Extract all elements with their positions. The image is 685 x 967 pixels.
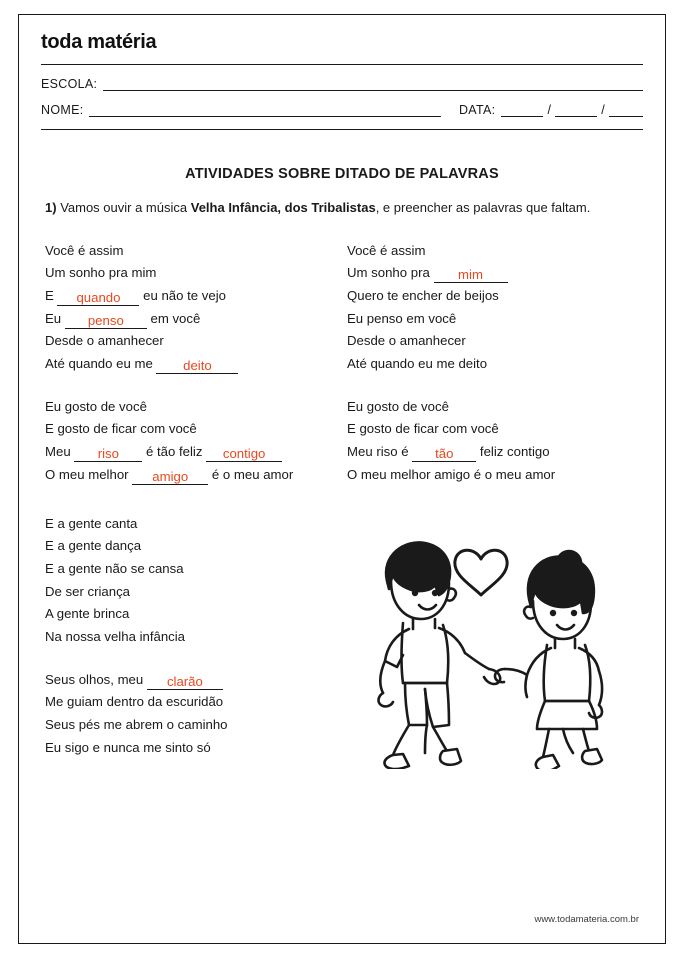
data-label: DATA: xyxy=(458,103,496,117)
lyric-line xyxy=(347,262,639,285)
lyric-line: Até quando eu me deito xyxy=(347,356,488,372)
lyric-line: Um sonho pra mim xyxy=(45,265,157,281)
lyric-line xyxy=(45,285,337,308)
lyric-line: Eu penso em você xyxy=(347,310,457,326)
lyric-text: Meu xyxy=(45,444,71,460)
lyric-line: Seus pés me abrem o caminho xyxy=(45,717,228,733)
lyric-line: Na nossa velha infância xyxy=(45,629,186,645)
instruction-text xyxy=(45,198,639,218)
answer-blank-clarao[interactable]: clarão xyxy=(147,674,223,690)
illustration-area xyxy=(342,513,639,780)
question-number: 1) xyxy=(45,200,57,215)
lyric-line: O meu melhor amigo é o meu amor xyxy=(347,466,556,482)
lyric-line: E gosto de ficar com você xyxy=(347,421,499,437)
data-field-group xyxy=(459,103,643,117)
lyric-line: E a gente canta xyxy=(45,515,138,531)
lyrics-columns xyxy=(45,240,639,507)
lyric-line: Eu gosto de você xyxy=(45,398,147,414)
lyric-line: Desde o amanhecer xyxy=(347,333,466,349)
lyric-line: Você é assim xyxy=(347,242,426,258)
lyric-text: O meu melhor xyxy=(45,466,129,482)
brand-logo: toda matéria xyxy=(41,31,157,53)
lyrics-column-left xyxy=(45,240,337,507)
lyric-line: E a gente não se cansa xyxy=(45,560,184,576)
footer-url: www.todamateria.com.br xyxy=(534,914,639,925)
right-stanza-2 xyxy=(347,396,639,487)
lyric-line: Desde o amanhecer xyxy=(45,333,164,349)
answer-blank-deito[interactable]: deito xyxy=(156,358,238,374)
answer-blank-riso[interactable]: riso xyxy=(74,446,142,462)
lyric-line xyxy=(45,308,337,331)
nome-data-field-row xyxy=(41,103,643,117)
lyric-line xyxy=(45,353,337,376)
lyric-text: Eu xyxy=(45,310,62,326)
lyric-line: Você é assim xyxy=(45,242,124,258)
instruction-song-title: Velha Infância, dos Tribalistas xyxy=(190,200,376,215)
worksheet-content xyxy=(19,130,665,780)
lyric-line: Quero te encher de beijos xyxy=(347,287,499,303)
answer-blank-contigo[interactable]: contigo xyxy=(206,446,282,462)
left-stanza-2 xyxy=(45,396,337,487)
worksheet-header xyxy=(19,15,665,130)
lyrics-lower-left xyxy=(45,513,342,780)
lyric-line: Eu gosto de você xyxy=(347,398,449,414)
lyric-text: eu não te vejo xyxy=(143,287,226,303)
lyric-text: feliz contigo xyxy=(479,444,550,460)
left-stanza-1 xyxy=(45,240,337,376)
two-children-with-heart-icon xyxy=(331,519,631,769)
lyric-text: Um sonho pra xyxy=(347,265,430,281)
lower-stanza-4 xyxy=(45,669,342,760)
instruction-part-1: Vamos ouvir a música xyxy=(60,200,188,215)
data-month-line[interactable] xyxy=(555,104,597,117)
lyric-text: Seus olhos, meu xyxy=(45,671,144,687)
lyric-text: E xyxy=(45,287,54,303)
data-slash-2: / xyxy=(601,103,605,117)
data-day-line[interactable] xyxy=(501,104,543,117)
lyric-line: Me guiam dentro da escuridão xyxy=(45,694,224,710)
data-year-line[interactable] xyxy=(609,104,643,117)
lyric-text: Meu riso é xyxy=(347,444,409,460)
answer-blank-quando[interactable]: quando xyxy=(57,290,139,306)
nome-input-line[interactable] xyxy=(89,104,440,117)
lyrics-column-right xyxy=(337,240,639,507)
lyric-line: E gosto de ficar com você xyxy=(45,421,197,437)
data-slash-1: / xyxy=(547,103,552,117)
instruction-part-2: , e preencher as palavras que faltam. xyxy=(375,200,591,215)
answer-blank-penso[interactable]: penso xyxy=(65,313,147,329)
escola-label: ESCOLA: xyxy=(41,77,98,91)
nome-label: NOME: xyxy=(41,103,84,117)
lyric-line xyxy=(45,464,337,487)
lower-section xyxy=(45,513,639,780)
escola-field-row xyxy=(41,77,643,91)
lyric-line: Eu sigo e nunca me sinto só xyxy=(45,739,211,755)
right-stanza-1 xyxy=(347,240,639,376)
lyric-line: De ser criança xyxy=(45,583,131,599)
lyric-text: é tão feliz xyxy=(146,444,203,460)
lower-stanza-3 xyxy=(45,513,342,649)
answer-blank-mim[interactable]: mim xyxy=(434,267,508,283)
lyric-line xyxy=(45,441,337,464)
worksheet-page xyxy=(18,14,666,944)
lyric-text: em você xyxy=(150,310,201,326)
lyric-line: A gente brinca xyxy=(45,606,130,622)
answer-blank-amigo[interactable]: amigo xyxy=(132,469,208,485)
lyric-line xyxy=(347,441,639,464)
answer-blank-tao[interactable]: tão xyxy=(412,446,476,462)
lyric-line: E a gente dança xyxy=(45,538,142,554)
lyric-text: é o meu amor xyxy=(211,466,294,482)
page-title: ATIVIDADES SOBRE DITADO DE PALAVRAS xyxy=(185,166,499,182)
header-divider xyxy=(41,64,643,65)
lyric-line xyxy=(45,669,342,692)
lyric-text: Até quando eu me xyxy=(45,356,153,372)
escola-input-line[interactable] xyxy=(103,78,643,91)
